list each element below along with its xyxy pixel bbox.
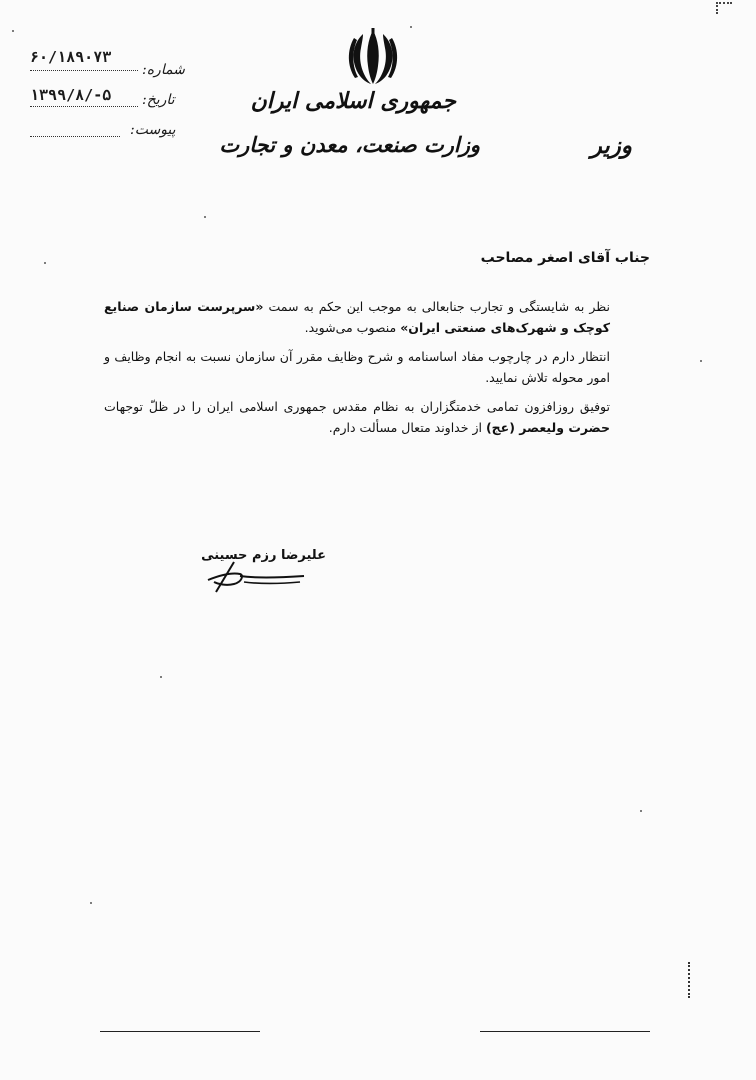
scan-speck xyxy=(640,810,642,812)
footer-rule-right xyxy=(480,1031,650,1032)
ministry-title: وزارت صنعت، معدن و تجارت xyxy=(219,132,480,157)
paragraph-closing-text: توفیق روزافزون تمامی خدمتگزاران به نظام مقدس جمهوری اسلامی ایران را در ظلّ توجهات xyxy=(104,399,610,414)
letter-date-label: تاریخ: xyxy=(142,92,175,108)
signatory-name: علیرضا رزم حسینی xyxy=(201,548,326,563)
paragraph-closing-end: از خداوند متعال مسألت دارم. xyxy=(328,420,482,435)
letter-number-line xyxy=(30,70,138,71)
letter-number-value: ۶۰/۱۸۹۰۷۳ xyxy=(30,48,112,66)
signature-icon xyxy=(204,558,314,598)
paragraph-appointment-text: نظر به شایستگی و تجارب جنابعالی به موجب این حکم به سمت xyxy=(268,299,610,314)
margin-mark xyxy=(688,962,692,998)
paragraph-expectation: انتظار دارم در چارچوب مفاد اساسنامه و شرح وظایف مقرر آن سازمان نسبت به انجام وظایف و امور محوله تلاش نمایید. xyxy=(104,349,610,385)
scan-speck xyxy=(700,360,702,362)
scan-speck xyxy=(12,30,14,32)
paragraph-closing xyxy=(104,396,650,438)
letter-salutation: جناب آقای اصغر مصاحب xyxy=(480,250,650,266)
margin-mark-corner xyxy=(716,2,732,14)
appointment-title: «سرپرست سازمان صنایع کوچک و شهرک‌های صنعتی ایران» xyxy=(104,299,610,335)
paragraph-appointment-end: منصوب می‌شوید. xyxy=(304,320,397,335)
scan-speck xyxy=(204,216,206,218)
attachment-line xyxy=(30,136,120,137)
country-title: جمهوری اسلامی ایران xyxy=(250,88,456,114)
reference-block xyxy=(30,48,185,148)
scan-speck xyxy=(410,26,412,28)
scan-speck xyxy=(90,902,92,904)
attachment-label: پیوست: xyxy=(130,122,176,138)
minister-role: وزیر xyxy=(590,132,632,159)
letter-body xyxy=(104,296,650,446)
footer-rule-left xyxy=(100,1031,260,1032)
scan-speck xyxy=(160,676,162,678)
letter-number-label: شماره: xyxy=(142,62,185,78)
letter-date-line xyxy=(30,106,138,107)
closing-holy-name: حضرت ولیعصر (عج) xyxy=(485,420,610,435)
iran-emblem-icon xyxy=(346,28,400,86)
scan-speck xyxy=(44,262,46,264)
paragraph-appointment xyxy=(104,296,650,338)
letter-date-value: ۱۳۹۹/۸/-۵ xyxy=(30,86,112,104)
